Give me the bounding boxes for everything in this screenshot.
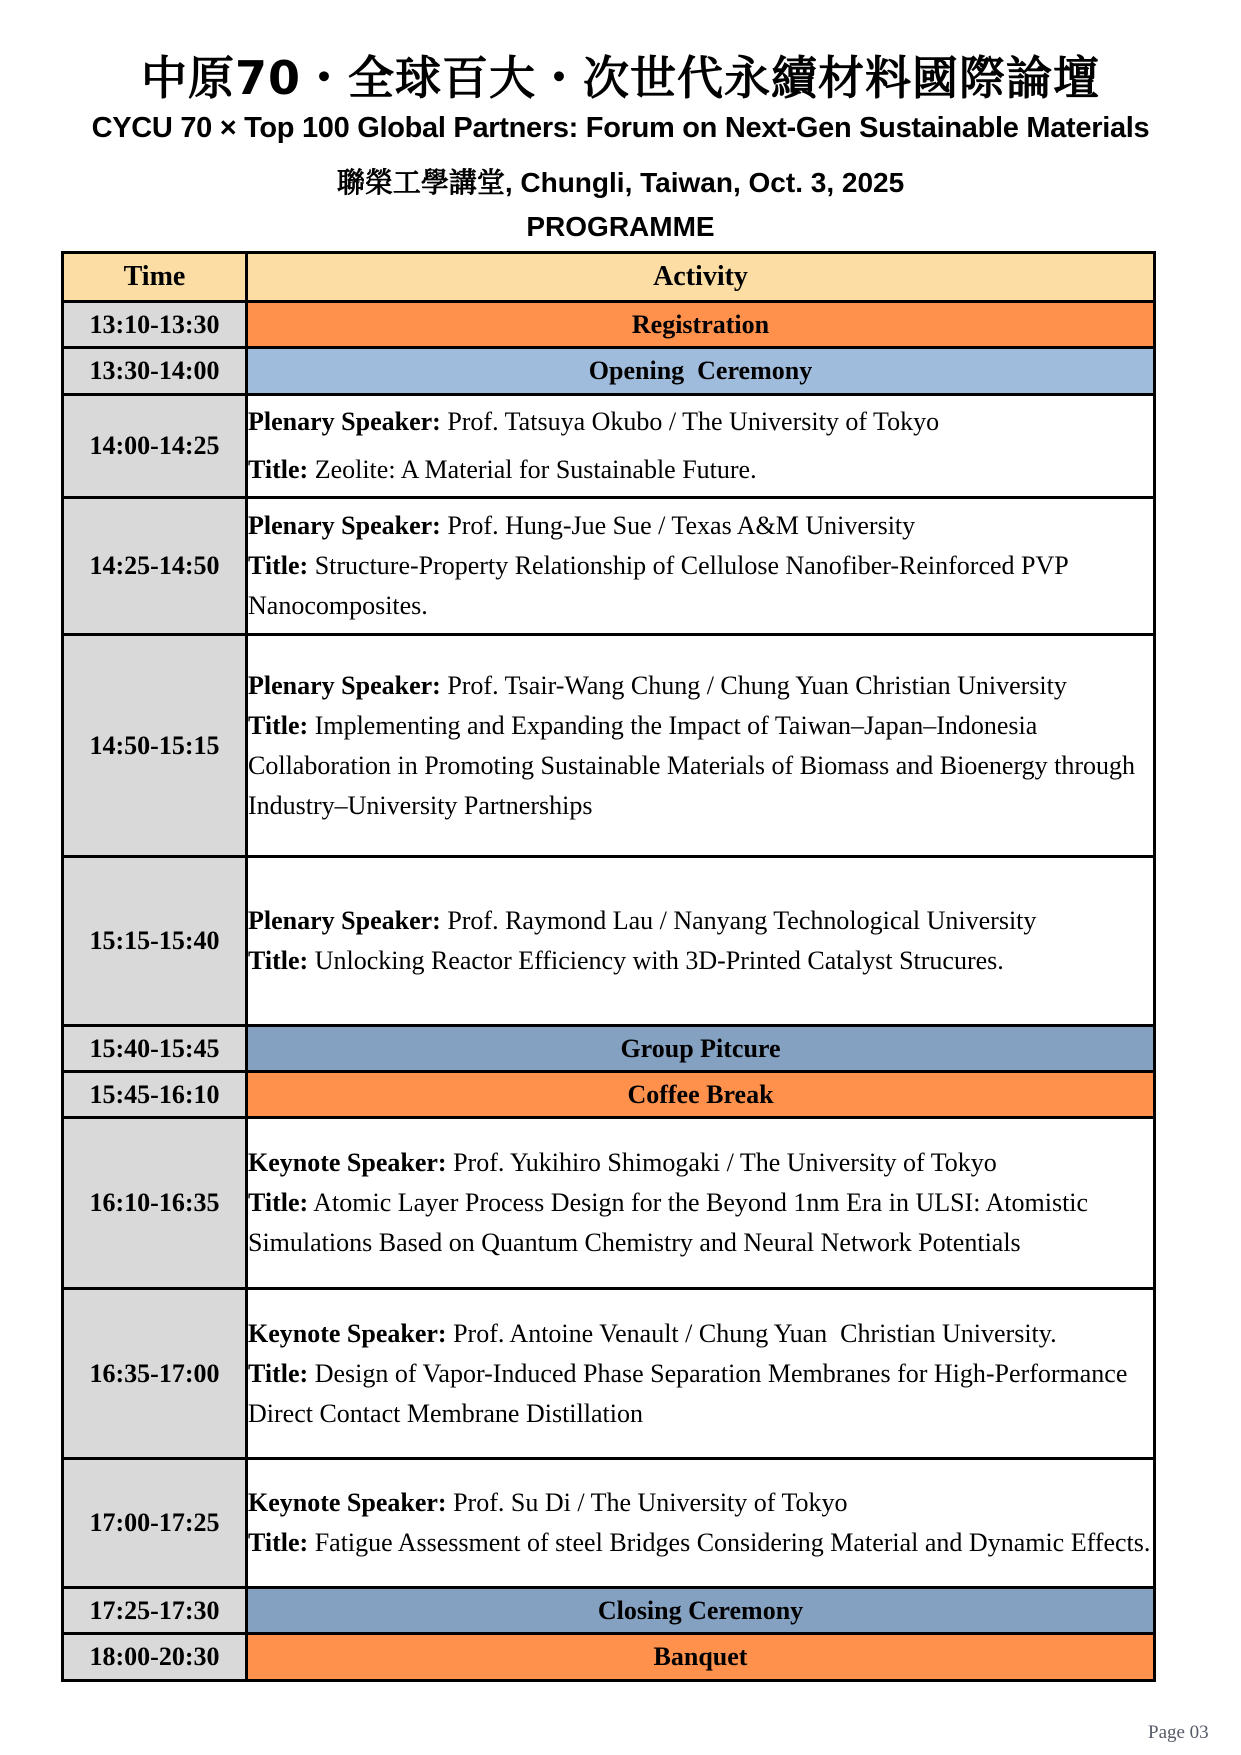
speaker-label: Plenary Speaker: [248, 670, 441, 700]
speaker-name: Prof. Hung-Jue Sue / Texas A&M University [440, 511, 916, 540]
talk-title: Zeolite: A Material for Sustainable Future. [308, 455, 757, 484]
talk-title-line [248, 706, 1153, 826]
table-row-talk [63, 857, 1155, 1026]
table-row-talk [63, 1289, 1155, 1459]
speaker-line [248, 901, 1153, 941]
time-cell: 13:10-13:30 [63, 302, 247, 348]
speaker-label: Keynote Speaker: [248, 1318, 447, 1348]
speaker-line [248, 1314, 1153, 1354]
event-cell: Group Pitcure [247, 1026, 1155, 1072]
time-cell: 16:10-16:35 [63, 1118, 247, 1289]
programme-table [61, 251, 1156, 1682]
talk-cell [247, 1289, 1155, 1459]
talk-cell [247, 857, 1155, 1026]
talk-title: Atomic Layer Process Design for the Beyond 1nm Era in ULSI: Atomistic Simulations Based on Quantum Chemistry and Neural Network Potentials [248, 1188, 1095, 1257]
programme-heading: PROGRAMME [526, 211, 715, 242]
time-cell: 15:40-15:45 [63, 1026, 247, 1072]
speaker-name: Prof. Tsair-Wang Chung / Chung Yuan Christian University [440, 670, 1067, 700]
speaker-name: Prof. Raymond Lau / Nanyang Technological University [440, 906, 1037, 935]
talk-title-line [248, 1183, 1153, 1263]
title-label: Title: [248, 946, 309, 975]
column-header-time: Time [63, 253, 247, 302]
speaker-line [248, 402, 1153, 442]
title-label: Title: [248, 1528, 309, 1557]
title-english: CYCU 70 × Top 100 Global Partners: Forum on Next-Gen Sustainable Materials [91, 112, 1150, 144]
time-cell: 14:00-14:25 [63, 395, 247, 498]
table-row-event [63, 1026, 1155, 1072]
speaker-label: Plenary Speaker: [248, 511, 441, 540]
speaker-line [248, 666, 1153, 706]
time-cell: 17:25-17:30 [63, 1588, 247, 1634]
time-cell: 14:50-15:15 [63, 635, 247, 857]
title-label: Title: [248, 455, 309, 484]
table-row-talk [63, 1118, 1155, 1289]
table-row-event [63, 302, 1155, 348]
page-number: Page 03 [1148, 1722, 1209, 1743]
table-row-talk [63, 1459, 1155, 1588]
time-cell: 17:00-17:25 [63, 1459, 247, 1588]
table-row-event [63, 1634, 1155, 1681]
event-cell: Registration [247, 302, 1155, 348]
talk-title-line [248, 941, 1153, 981]
title-label: Title: [248, 1188, 309, 1217]
speaker-line [248, 1483, 1153, 1523]
title-chinese: 中原70・全球百大・次世代永續材料國際論壇 [140, 51, 1100, 105]
table-row-talk [63, 498, 1155, 635]
speaker-name: Prof. Tatsuya Okubo / The University of Tokyo [440, 407, 940, 436]
event-cell: Banquet [247, 1634, 1155, 1681]
talk-cell [247, 395, 1155, 498]
venue-date: 聯榮工學講堂, Chungli, Taiwan, Oct. 3, 2025 [336, 167, 905, 198]
time-cell: 18:00-20:30 [63, 1634, 247, 1681]
table-row-talk [63, 635, 1155, 857]
talk-title-line [248, 546, 1153, 626]
talk-cell [247, 1118, 1155, 1289]
table-body [63, 302, 1155, 1681]
column-header-activity: Activity [247, 253, 1155, 302]
time-cell: 15:45-16:10 [63, 1072, 247, 1118]
talk-title: Implementing and Expanding the Impact of Taiwan–Japan–Indonesia Collaboration in Promoting Sustainable Materials of Biomass and Bioenergy through Industry–University Partnerships [248, 710, 1142, 820]
table-row-event [63, 1072, 1155, 1118]
talk-title: Unlocking Reactor Efficiency with 3D-Printed Catalyst Strucures. [308, 946, 1004, 975]
title-label: Title: [248, 551, 309, 580]
time-cell: 13:30-14:00 [63, 348, 247, 395]
talk-cell [247, 1459, 1155, 1588]
speaker-name: Prof. Yukihiro Shimogaki / The University of Tokyo [446, 1148, 997, 1177]
table-row-talk [63, 395, 1155, 498]
time-cell: 16:35-17:00 [63, 1289, 247, 1459]
talk-title: Design of Vapor-Induced Phase Separation Membranes for High-Performance Direct Contact Membrane Distillation [248, 1358, 1134, 1428]
talk-title-line [248, 1354, 1153, 1434]
event-cell: Coffee Break [247, 1072, 1155, 1118]
event-cell: Opening Ceremony [247, 348, 1155, 395]
speaker-line [248, 1143, 1153, 1183]
speaker-line [248, 506, 1153, 546]
speaker-name: Prof. Su Di / The University of Tokyo [446, 1488, 848, 1517]
talk-title: Fatigue Assessment of steel Bridges Considering Material and Dynamic Effects. [308, 1528, 1151, 1557]
speaker-label: Keynote Speaker: [248, 1488, 447, 1517]
talk-cell [247, 635, 1155, 857]
talk-title-line [248, 1523, 1153, 1563]
table-header-row [63, 253, 1155, 302]
time-cell: 15:15-15:40 [63, 857, 247, 1026]
speaker-name: Prof. Antoine Venault / Chung Yuan Christian University. [446, 1318, 1057, 1348]
table-row-event [63, 1588, 1155, 1634]
table-row-event [63, 348, 1155, 395]
speaker-label: Keynote Speaker: [248, 1148, 447, 1177]
talk-title: Structure-Property Relationship of Cellulose Nanofiber-Reinforced PVP Nanocomposites. [248, 551, 1075, 620]
title-label: Title: [248, 1358, 309, 1388]
speaker-label: Plenary Speaker: [248, 407, 441, 436]
talk-cell [247, 498, 1155, 635]
speaker-label: Plenary Speaker: [248, 906, 441, 935]
event-cell: Closing Ceremony [247, 1588, 1155, 1634]
talk-title-line [248, 450, 1153, 490]
title-label: Title: [248, 710, 309, 740]
time-cell: 14:25-14:50 [63, 498, 247, 635]
